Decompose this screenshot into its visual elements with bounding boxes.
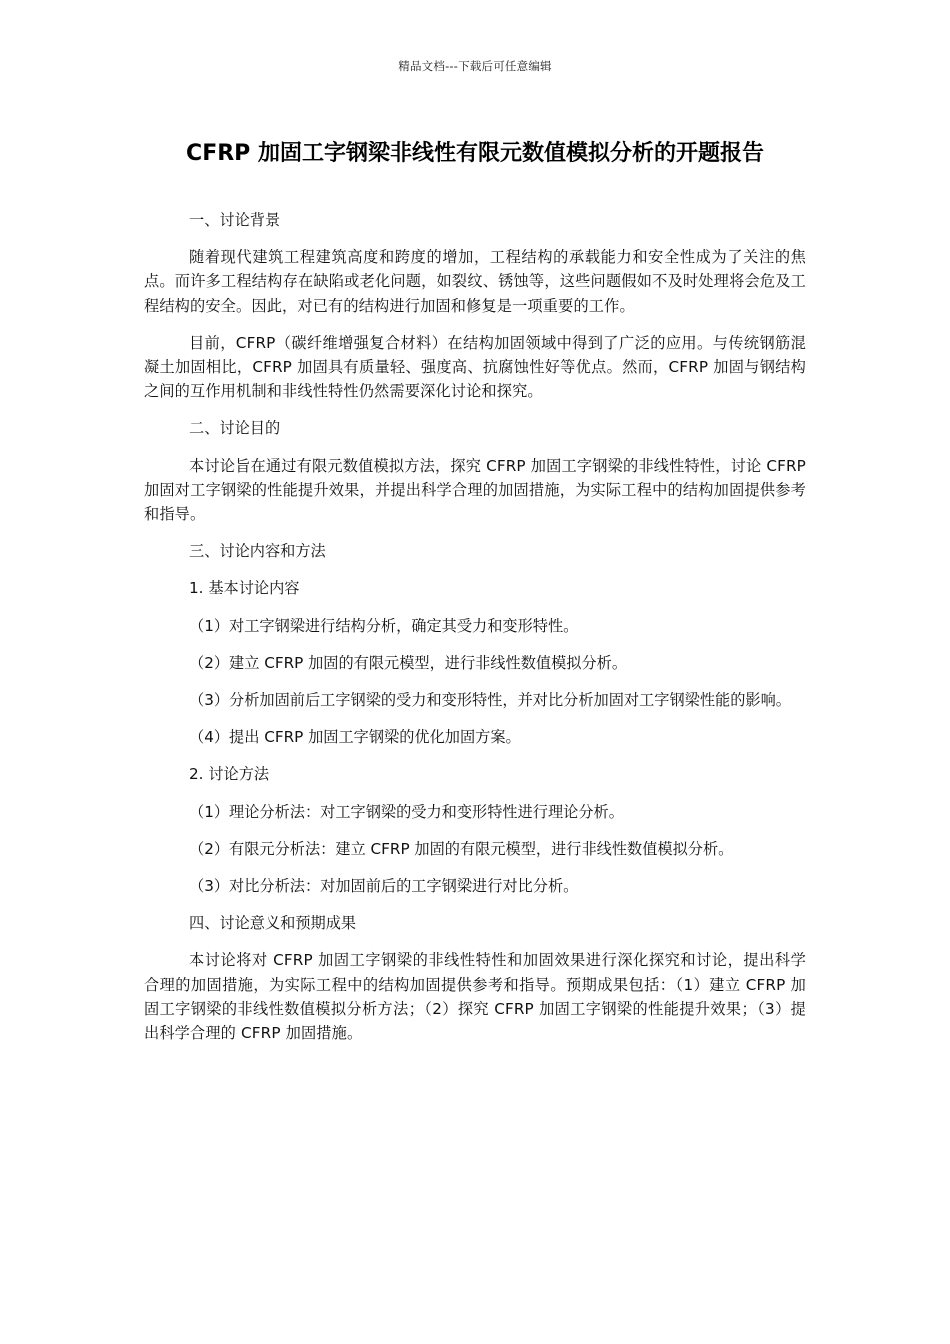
section-heading-purpose: 二、讨论目的 [189,419,281,438]
list-item-content-2: （2）建立 CFRP 加固的有限元模型，进行非线性数值模拟分析。 [189,653,628,672]
list-item-method-2: （2）有限元分析法：建立 CFRP 加固的有限元模型，进行非线性数值模拟分析。 [189,839,734,858]
section-heading-significance: 四、讨论意义和预期成果 [189,914,357,933]
list-item-method-1: （1）理论分析法：对工字钢梁的受力和变形特性进行理论分析。 [189,802,624,821]
page-header-note: 精品文档---下载后可任意编辑 [398,59,552,73]
list-item-method-3: （3）对比分析法：对加固前后的工字钢梁进行对比分析。 [189,877,579,896]
section-heading-content: 三、讨论内容和方法 [189,542,326,561]
list-item-content-4: （4）提出 CFRP 加固工字钢梁的优化加固方案。 [189,728,521,747]
document-title: CFRP 加固工字钢梁非线性有限元数值模拟分析的开题报告 [186,141,764,166]
paragraph-purpose: 本讨论旨在通过有限元数值模拟方法，探究 CFRP 加固工字钢梁的非线性特性，讨论 CFRP 加固对工字钢梁的性能提升效果，并提出科学合理的加固措施，为实际工程中的结构加固提供参考和指导。 [144,456,806,524]
document-body [144,208,806,1058]
subheading-basic-content: 1. 基本讨论内容 [189,579,300,598]
subheading-methods: 2. 讨论方法 [189,765,270,784]
list-item-content-1: （1）对工字钢梁进行结构分析，确定其受力和变形特性。 [189,616,579,635]
paragraph-background-2: 目前，CFRP（碳纤维增强复合材料）在结构加固领域中得到了广泛的应用。与传统钢筋混凝土加固相比，CFRP 加固具有质量轻、强度高、抗腐蚀性好等优点。然而，CFRP 加固与钢结构之间的互作用机制和非线性特性仍然需要深化讨论和探究。 [144,333,806,401]
paragraph-significance: 本讨论将对 CFRP 加固工字钢梁的非线性特性和加固效果进行深化探究和讨论，提出科学合理的加固措施，为实际工程中的结构加固提供参考和指导。预期成果包括：（1）建立 CFRP 加固工字钢梁的非线性数值模拟分析方法；（2）探究 CFRP 加固工字钢梁的性能提升效果；（3）提出科学合理的 CFRP 加固措施。 [144,951,806,1043]
list-item-content-3: （3）分析加固前后工字钢梁的受力和变形特性，并对比分析加固对工字钢梁性能的影响。 [189,691,791,710]
paragraph-background-1: 随着现代建筑工程建筑高度和跨度的增加，工程结构的承载能力和安全性成为了关注的焦点。而许多工程结构存在缺陷或老化问题，如裂纹、锈蚀等，这些问题假如不及时处理将会危及工程结构的安全。因此，对已有的结构进行加固和修复是一项重要的工作。 [144,248,806,315]
section-heading-background: 一、讨论背景 [189,211,281,229]
